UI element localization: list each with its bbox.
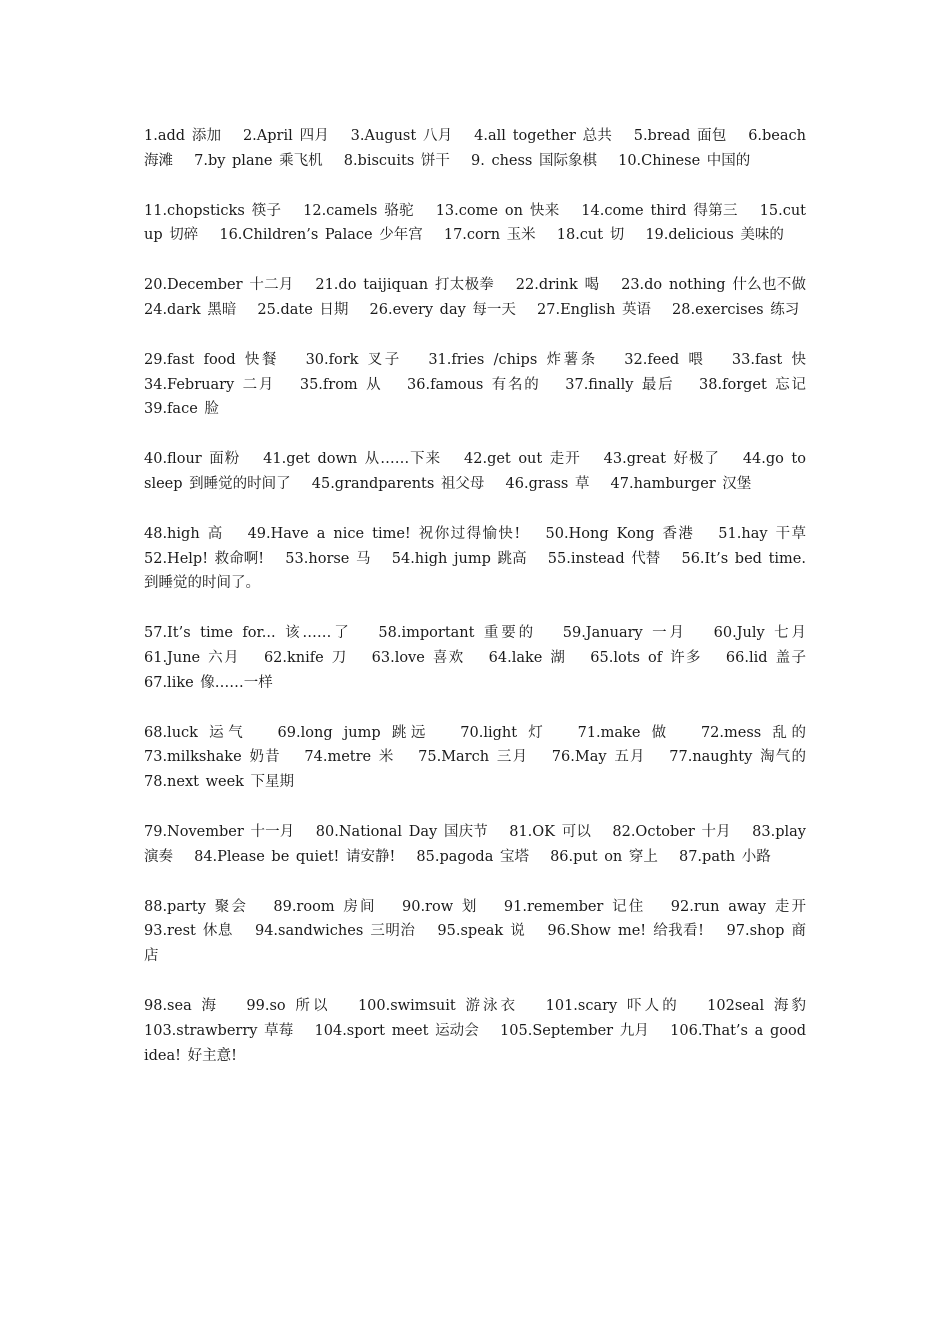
vocab-paragraph-7: 57.It’s time for... 该……了 58.important 重要的 59.January 一月 60.July 七月 61.June 六月 62.knife 刀 63.love 喜欢 64.lake 湖 65.lots of 许多 66.lid 盖子 67.like 像……一样 [144,625,828,691]
vocab-paragraph-9: 79.November 十一月 80.National Day 国庆节 81.OK 可以 82.October 十月 83.play 演奏 84.Please be quiet! 请安静! 85.pagoda 宝塔 86.put on 穿上 87.path 小路 [144,823,806,865]
vocab-paragraph-6: 48.high 高 49.Have a nice time! 祝你过得愉快! 50.Hong Kong 香港 51.hay 干草 52.Help! 救命啊! 53.horse 马 54.high jump 跳高 55.instead 代替 56.It’s bed time. 到睡觉的时间了。 [144,525,828,592]
vocab-paragraph-5: 40.flour 面粉 41.get down 从……下来 42.get out 走开 43.great 好极了 44.go to sleep 到睡觉的时间了 45.grandparents 祖父母 46.grass 草 47.hamburger 汉堡 [144,451,806,492]
vocab-paragraph-8: 68.luck 运气 69.long jump 跳远 70.light 灯 71.make 做 72.mess 乱的 73.milkshake 奶昔 74.metre 米 75.March 三月 76.May 五月 77.naughty 淘气的 78.next week 下星期 [144,724,828,791]
vocab-paragraph-1: 1.add 添加 2.April 四月 3.August 八月 4.all together 总共 5.bread 面包 6.beach 海滩 7.by plane 乘飞机 8.biscuits 饼干 9. chess 国际象棋 10.Chinese 中国的 [144,128,806,169]
vocab-paragraph-2: 11.chopsticks 筷子 12.camels 骆驼 13.come on 快来 14.come third 得第三 15.cut up 切碎 16.Children’s Palace 少年宫 17.corn 玉米 18.cut 切 19.delicious 美味的 [144,202,806,244]
vocabulary-document [144,124,828,1068]
vocab-paragraph-11: 98.sea 海 99.so 所以 100.swimsuit 游泳衣 101.scary 吓人的 102seal 海豹 103.strawberry 草莓 104.sport meet 运动会 105.September 九月 106.That’s a good idea! 好主意! [144,997,828,1064]
vocab-paragraph-10: 88.party 聚会 89.room 房间 90.row 划 91.remember 记住 92.run away 走开 93.rest 休息 94.sandwiches 三明治 95.speak 说 96.Show me! 给我看! 97.shop 商店 [144,898,828,965]
vocab-paragraph-3: 20.December 十二月 21.do taijiquan 打太极拳 22.drink 喝 23.do nothing 什么也不做 24.dark 黑暗 25.date 日期 26.every day 每一天 27.English 英语 28.exercises 练习 [144,277,828,318]
vocab-paragraph-4: 29.fast food 快餐 30.fork 叉子 31.fries /chips 炸薯条 32.feed 喂 33.fast 快 34.February 二月 35.from 从 36.famous 有名的 37.finally 最后 38.forget 忘记 39.face 脸 [144,351,828,418]
